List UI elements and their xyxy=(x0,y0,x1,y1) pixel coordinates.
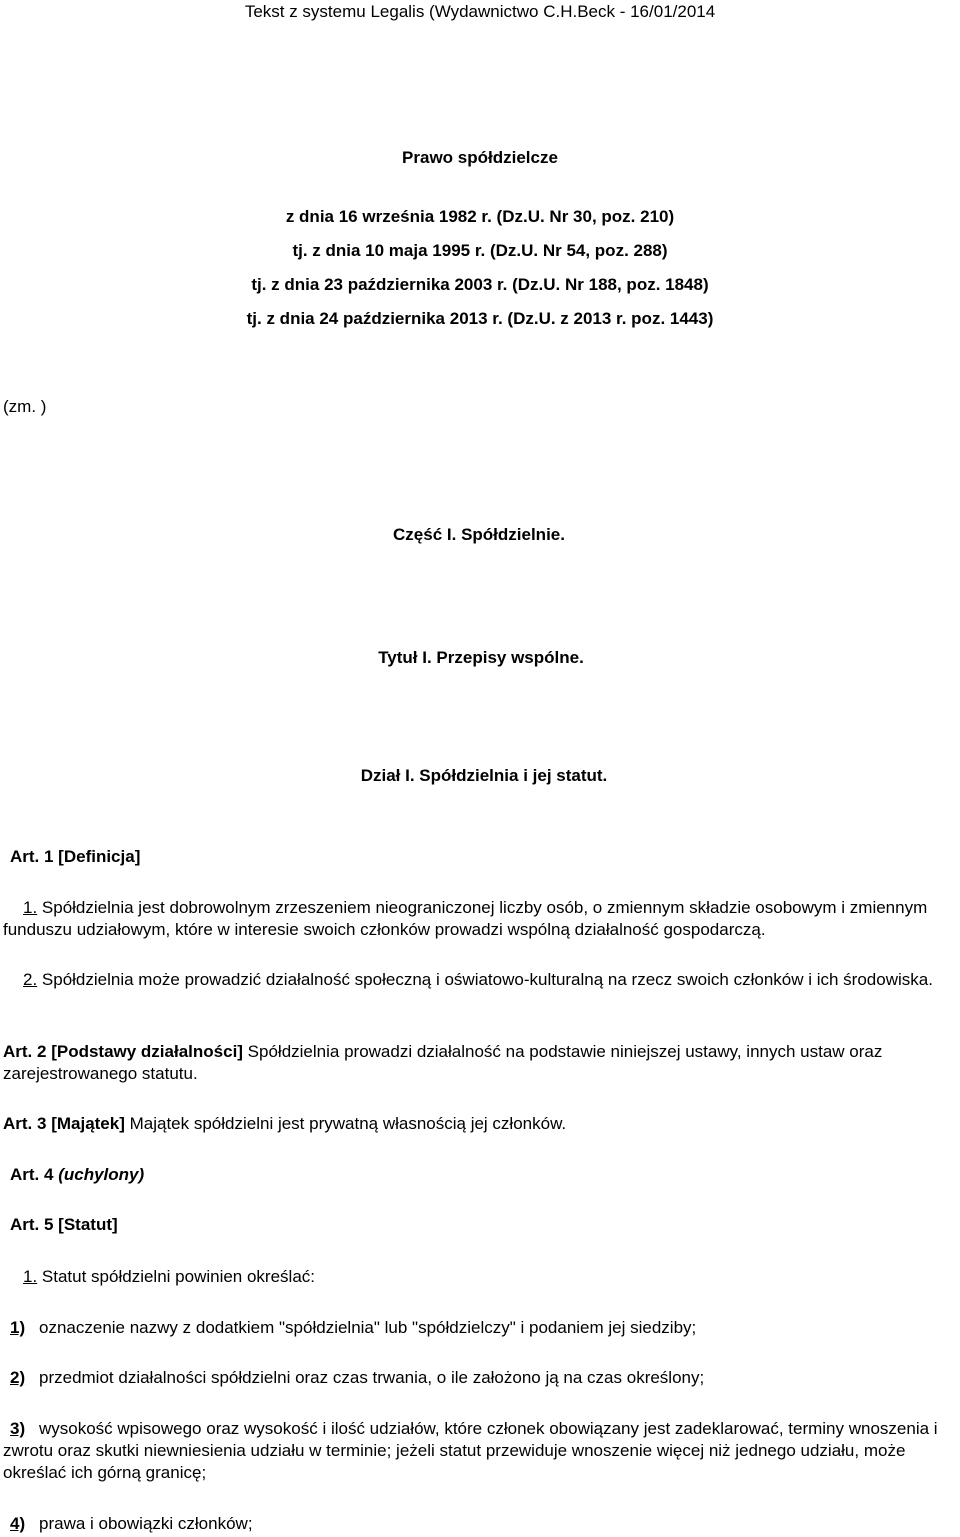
article-number: 2 xyxy=(32,1042,52,1061)
article-heading: [Podstawy działalności] xyxy=(51,1042,243,1061)
article-number: 3 xyxy=(32,1114,52,1133)
paragraph-number: 1. xyxy=(23,898,38,917)
article-2 xyxy=(3,1041,955,1085)
article-label: Art. xyxy=(3,1042,33,1061)
division-heading: Dział I. Spółdzielnia i jej statut. xyxy=(360,766,608,785)
paragraph-number: 1. xyxy=(23,1267,38,1286)
list-item-number: 2) xyxy=(10,1368,26,1387)
article-text: Majątek spółdzielni jest prywatną własnością jej członków. xyxy=(124,1114,567,1133)
list-item-text: przedmiot działalności spółdzielni oraz czas trwania, o ile założono ją na czas określony; xyxy=(39,1368,705,1387)
article-number: 4 xyxy=(39,1165,59,1184)
article-4 xyxy=(10,1164,960,1186)
list-item-text: oznaczenie nazwy z dodatkiem "spółdzielnia" lub "spółdzielczy" i podaniem jej siedziby; xyxy=(39,1318,697,1337)
paragraph-text: Spółdzielnia jest dobrowolnym zrzeszeniem nieograniczonej liczby osób, o zmiennym składzie osobowym i zmiennym funduszu udziałowym, które w interesie swoich członków prowadzi wspólną działalność gospodarczą. xyxy=(3,898,928,939)
list-item-number: 1) xyxy=(10,1318,26,1337)
article-label: Art. xyxy=(10,1165,40,1184)
date-line: tj. z dnia 23 października 2003 r. (Dz.U. Nr 188, poz. 1848) xyxy=(251,275,709,294)
date-line: tj. z dnia 24 października 2013 r. (Dz.U. z 2013 r. poz. 1443) xyxy=(246,309,714,328)
paragraph-text: Spółdzielnia może prowadzić działalność społeczną i oświatowo-kulturalną na rzecz swoich członków i ich środowiska. xyxy=(37,970,933,989)
article-text: Spółdzielnia prowadzi działalność na podstawie niniejszej ustawy, innych ustaw oraz zarejestrowanego statutu. xyxy=(3,1042,883,1083)
date-line: z dnia 16 września 1982 r. (Dz.U. Nr 30, poz. 210) xyxy=(285,207,675,226)
article-1-paragraph-1 xyxy=(3,897,955,941)
article-5-heading: Art. 5 [Statut] xyxy=(10,1215,118,1234)
list-item-text: wysokość wpisowego oraz wysokość i ilość udziałów, które członek obowiązany jest zadeklarować, terminy wnoszenia i zwrotu oraz skutki niewniesienia udziału w terminie; jeżeli statut przewiduje wnoszenie więcej niż jednego udziału, może określać ich górną granicę; xyxy=(3,1419,938,1482)
list-item xyxy=(3,1418,955,1484)
article-1-heading: Art. 1 [Definicja] xyxy=(10,847,141,866)
article-status: (uchylony) xyxy=(58,1165,145,1184)
amendments-note: (zm. ) xyxy=(3,397,47,416)
article-5-paragraph-1 xyxy=(3,1266,955,1288)
part-heading: Część I. Spółdzielnie. xyxy=(393,525,565,544)
document-title: Prawo spółdzielcze xyxy=(402,148,558,167)
paragraph-number: 2. xyxy=(23,970,38,989)
title-heading: Tytuł I. Przepisy wspólne. xyxy=(378,648,584,667)
list-item xyxy=(10,1513,955,1535)
list-item-text: prawa i obowiązki członków; xyxy=(39,1514,253,1533)
publication-dates xyxy=(0,200,960,336)
list-item xyxy=(10,1317,955,1339)
article-3 xyxy=(3,1113,955,1135)
date-line: tj. z dnia 10 maja 1995 r. (Dz.U. Nr 54, poz. 288) xyxy=(292,241,668,260)
list-item xyxy=(10,1367,955,1389)
article-label: Art. xyxy=(3,1114,33,1133)
paragraph-text: Statut spółdzielni powinien określać: xyxy=(37,1267,316,1286)
document-header: Tekst z systemu Legalis (Wydawnictwo C.H.Beck - 16/01/2014 xyxy=(244,2,716,21)
list-item-number: 3) xyxy=(10,1419,26,1438)
list-item-number: 4) xyxy=(10,1514,26,1533)
article-heading: [Majątek] xyxy=(51,1114,125,1133)
article-1-paragraph-2 xyxy=(3,969,955,991)
